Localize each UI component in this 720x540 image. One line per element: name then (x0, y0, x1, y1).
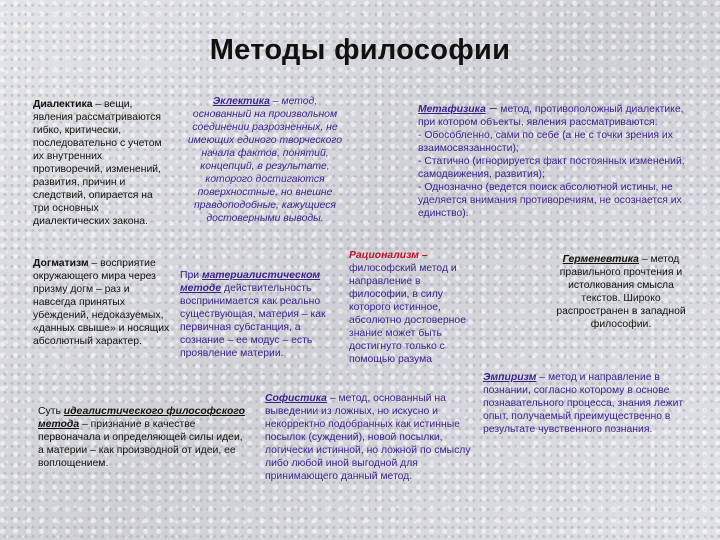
metaphysics-item: - Статично (игнорируется факт постоянных изменений, самодвижения, развития); (418, 156, 685, 180)
eclecticism-block (184, 95, 346, 225)
rationalism-text: философский метод и направление в философии, в силу которого истинное, абсолютно достоверное знание может быть достигнуто только с помощью разума (349, 263, 466, 365)
metaphysics-item: - Обособленно, сами по себе (а не с точки зрения их взаимосвязанности); (418, 130, 673, 154)
sophistry-text: – метод, основанный на выведении из ложных, но искусно и некорректно подобранных как истинные посылок (суждений), новой посылки, логически истинной, но ложной по смыслу либо любой иной выгодной для принимающего данный метод. (265, 393, 471, 482)
empiricism-term: Эмпиризм (483, 372, 537, 383)
idealism-block (38, 405, 248, 470)
rationalism-term: Рационализм – (349, 250, 428, 261)
materialism-prefix: При (180, 270, 202, 281)
rationalism-block (349, 249, 481, 366)
materialism-block (180, 269, 340, 360)
dogmatism-text: – восприятие окружающего мира через призму догм – раз и навсегда принятых убеждений, недоказуемых, «данных свыше» и носящих абсолютный характер. (33, 258, 170, 347)
page-title: Методы философии (209, 34, 511, 66)
dogmatism-term: Догматизм (33, 258, 89, 269)
metaphysics-block (418, 101, 690, 220)
metaphysics-item: - Однозначно (ведется поиск абсолютной истины, не уделяется внимания противоречиям, не осознается их единство). (418, 182, 682, 219)
materialism-text: действительность воспринимается как реально существующая, материя – как первичная субстанция, а сознание – ее модус – есть проявление материи. (180, 283, 326, 359)
dialectics-term: Диалектика (33, 99, 93, 110)
sophistry-term: Софистика (265, 393, 327, 404)
metaphysics-term: Метафизика (418, 104, 486, 115)
dialectics-text: – вещи, явления рассматриваются гибко, критически, последовательно с учетом их внутренних противоречий, изменений, развития, причин и следствий, опирается на три основных диалектических закона. (33, 99, 162, 227)
eclecticism-term: Эклектика (212, 96, 270, 107)
idealism-term: идеалистического философского метода (38, 406, 245, 430)
idealism-prefix: Суть (38, 406, 64, 417)
empiricism-text: – метод и направление в познании, согласно которому в основе познавательного процесса, знания лежит опыт, получаемый преимущественно в результате чувственного познания. (483, 372, 684, 435)
sophistry-block (265, 392, 487, 483)
hermeneutics-text: – метод правильного прочтения и истолкования смысла текстов. Широко распространен в западной философии. (556, 254, 686, 330)
metaphysics-text: метод, противоположный диалектике, при котором объекты, явления рассматриваются: (418, 104, 684, 128)
hermeneutics-term: Герменевтика (562, 254, 639, 265)
dialectics-block (33, 98, 171, 228)
metaphysics-dash: – (485, 100, 501, 115)
empiricism-block (483, 371, 689, 436)
dogmatism-block (33, 257, 173, 348)
eclecticism-text: – метод, основанный на произвольном соединении разрозненных, не имеющих единого творческого начала фактов, понятий, концепций, в результате, которого достигаются поверхностные, но внешне правдоподобные, кажущиеся достоверными выводы. (187, 96, 343, 224)
hermeneutics-block (548, 253, 694, 331)
materialism-term: материалистическом методе (180, 270, 321, 294)
idealism-text: – признание в качестве первоначала и определяющей силы идеи, а материи – как производной от идеи, ее воплощением. (38, 419, 243, 469)
